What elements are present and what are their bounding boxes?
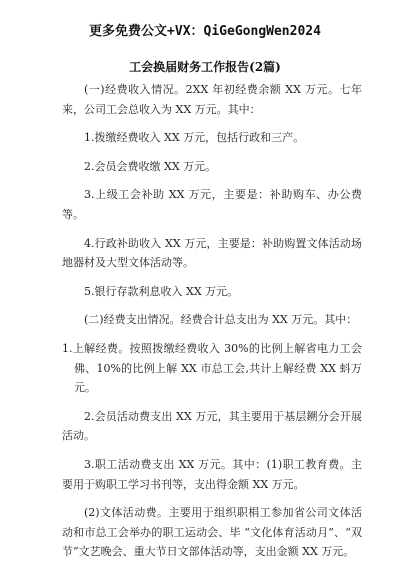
paragraph-expense-item-3: 3.职工活动费支出 XX 万元。其中：(1)职工教育费。主要用于购职工学习书刊等，支出得金额 XX 万元。 — [62, 457, 362, 491]
document-body — [62, 80, 362, 571]
paragraph-income-item-1: 1.拨缴经费收入 XX 万元，包括行政和三产。 — [84, 131, 305, 145]
paragraph-income-item-2: 2.会员会费收缴 XX 万元。 — [84, 159, 217, 173]
document-title: 工会换届财务工作报告(2篇) — [129, 60, 281, 74]
paragraph-expense-item-2: 2.会员活动费支出 XX 万元，其主要用于基层鎙分会开展活动。 — [62, 409, 362, 443]
paragraph-income-item-4: 4.行政补助收入 XX 万元，主要是：补助购置文体活动场地器材及大型文体活动等。 — [62, 236, 362, 270]
paragraph-income-item-3: 3.上级工会补助 XX 万元，主要是：补助购车、办公费等。 — [62, 188, 362, 221]
paragraph-income-intro: (一)经费收入情况。2XX 年初经费余额 XX 万元。七年来，公司工会总收入为 XX 万元。其中： — [62, 83, 362, 116]
paragraph-expense-item-1: 1.上解经费。按照拨缴经费收入 30%的比例上解省电力工会佛、10%的比例上解 XX 市总工会,共计上解经费 XX 蚪万元。 — [62, 341, 362, 395]
paragraph-expense-intro: (二)经费支出情况。经费合计总支出为 XX 万元。其中： — [84, 313, 358, 327]
page-header: 更多免费公文+VX：QiGeGongWen2024 — [89, 24, 321, 39]
paragraph-expense-item-3-2: (2)文体活动费。主要用于组织职梋工参加省公司文体活动和市总工会举办的职工运动会、毕 “文化体育活动月”、“双节”文艺晚会、重大节日文部体活动等，支出金额 XX 万元。 — [62, 506, 362, 559]
paragraph-income-item-5: 5.银行存款利息收入 XX 万元。 — [84, 284, 239, 298]
